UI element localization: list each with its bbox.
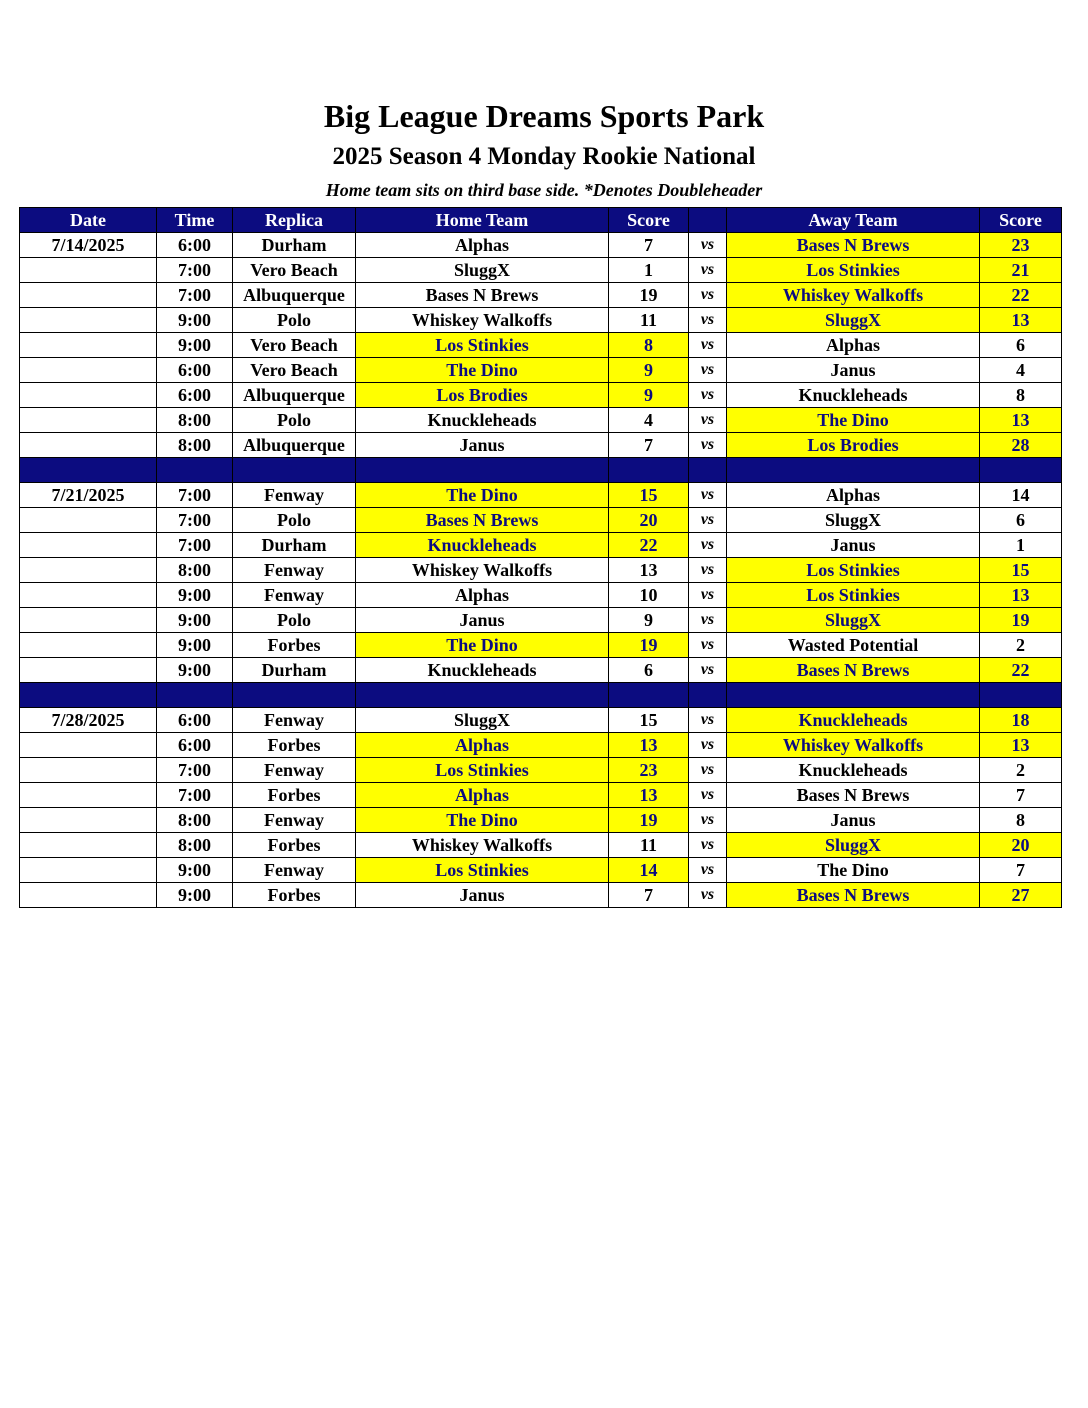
table-row xyxy=(20,558,1062,583)
date-cell xyxy=(20,783,157,808)
table-row xyxy=(20,408,1062,433)
replica-cell: Fenway xyxy=(233,708,356,733)
away-score-cell: 13 xyxy=(980,733,1062,758)
home-score-cell: 11 xyxy=(609,308,689,333)
table-row xyxy=(20,283,1062,308)
replica-cell: Durham xyxy=(233,658,356,683)
vs-cell: vs xyxy=(689,283,727,308)
replica-cell: Fenway xyxy=(233,858,356,883)
away-team-cell: Whiskey Walkoffs xyxy=(727,283,980,308)
time-cell: 8:00 xyxy=(157,558,233,583)
home-team-cell: Whiskey Walkoffs xyxy=(356,558,609,583)
time-cell: 7:00 xyxy=(157,758,233,783)
separator-cell xyxy=(20,683,157,708)
home-team-cell: SluggX xyxy=(356,708,609,733)
away-team-cell: Alphas xyxy=(727,483,980,508)
date-cell xyxy=(20,308,157,333)
away-team-cell: Bases N Brews xyxy=(727,783,980,808)
date-cell xyxy=(20,283,157,308)
away-team-cell: SluggX xyxy=(727,308,980,333)
date-cell xyxy=(20,333,157,358)
time-cell: 6:00 xyxy=(157,383,233,408)
away-score-cell: 15 xyxy=(980,558,1062,583)
away-team-cell: Knuckleheads xyxy=(727,708,980,733)
vs-cell: vs xyxy=(689,408,727,433)
vs-cell: vs xyxy=(689,658,727,683)
time-cell: 6:00 xyxy=(157,733,233,758)
replica-cell: Forbes xyxy=(233,833,356,858)
date-cell xyxy=(20,358,157,383)
home-score-cell: 7 xyxy=(609,883,689,908)
separator-cell xyxy=(356,458,609,483)
away-team-cell: Bases N Brews xyxy=(727,658,980,683)
separator-cell xyxy=(609,458,689,483)
separator-cell xyxy=(689,683,727,708)
time-cell: 6:00 xyxy=(157,358,233,383)
time-cell: 8:00 xyxy=(157,408,233,433)
column-header-time: Time xyxy=(157,208,233,233)
column-header-home-score: Score xyxy=(609,208,689,233)
home-team-cell: Alphas xyxy=(356,233,609,258)
date-cell xyxy=(20,733,157,758)
away-team-cell: Los Stinkies xyxy=(727,258,980,283)
away-team-cell: Bases N Brews xyxy=(727,233,980,258)
date-cell xyxy=(20,433,157,458)
replica-cell: Albuquerque xyxy=(233,383,356,408)
away-score-cell: 18 xyxy=(980,708,1062,733)
home-score-cell: 15 xyxy=(609,483,689,508)
home-team-cell: The Dino xyxy=(356,808,609,833)
separator-cell xyxy=(157,458,233,483)
away-team-cell: Los Brodies xyxy=(727,433,980,458)
table-row xyxy=(20,533,1062,558)
time-cell: 8:00 xyxy=(157,808,233,833)
replica-cell: Forbes xyxy=(233,633,356,658)
home-team-cell: The Dino xyxy=(356,483,609,508)
column-header-replica: Replica xyxy=(233,208,356,233)
home-score-cell: 15 xyxy=(609,708,689,733)
table-row xyxy=(20,583,1062,608)
home-team-cell: Whiskey Walkoffs xyxy=(356,833,609,858)
replica-cell: Polo xyxy=(233,308,356,333)
separator-cell xyxy=(233,683,356,708)
table-row xyxy=(20,833,1062,858)
time-cell: 6:00 xyxy=(157,708,233,733)
replica-cell: Vero Beach xyxy=(233,358,356,383)
date-cell: 7/14/2025 xyxy=(20,233,157,258)
home-score-cell: 19 xyxy=(609,808,689,833)
table-row xyxy=(20,258,1062,283)
home-score-cell: 22 xyxy=(609,533,689,558)
home-score-cell: 13 xyxy=(609,558,689,583)
away-score-cell: 6 xyxy=(980,333,1062,358)
schedule-table xyxy=(19,207,1062,908)
home-team-cell: The Dino xyxy=(356,633,609,658)
home-team-cell: Los Stinkies xyxy=(356,758,609,783)
home-score-cell: 6 xyxy=(609,658,689,683)
away-team-cell: The Dino xyxy=(727,858,980,883)
time-cell: 9:00 xyxy=(157,658,233,683)
date-cell xyxy=(20,608,157,633)
home-score-cell: 7 xyxy=(609,233,689,258)
week-separator-row xyxy=(20,458,1062,483)
home-team-cell: Knuckleheads xyxy=(356,533,609,558)
date-cell xyxy=(20,658,157,683)
date-cell xyxy=(20,858,157,883)
away-team-cell: Los Stinkies xyxy=(727,583,980,608)
table-row xyxy=(20,808,1062,833)
table-row xyxy=(20,483,1062,508)
page-subtitle: 2025 Season 4 Monday Rookie National xyxy=(332,143,756,170)
replica-cell: Fenway xyxy=(233,808,356,833)
time-cell: 6:00 xyxy=(157,233,233,258)
away-score-cell: 8 xyxy=(980,808,1062,833)
separator-cell xyxy=(689,458,727,483)
away-team-cell: Whiskey Walkoffs xyxy=(727,733,980,758)
date-cell xyxy=(20,808,157,833)
away-team-cell: Bases N Brews xyxy=(727,883,980,908)
table-row xyxy=(20,358,1062,383)
time-cell: 9:00 xyxy=(157,633,233,658)
home-score-cell: 23 xyxy=(609,758,689,783)
table-row xyxy=(20,308,1062,333)
header-row xyxy=(20,208,1062,233)
vs-cell: vs xyxy=(689,608,727,633)
home-score-cell: 8 xyxy=(609,333,689,358)
time-cell: 9:00 xyxy=(157,308,233,333)
home-team-cell: Janus xyxy=(356,433,609,458)
home-score-cell: 11 xyxy=(609,833,689,858)
separator-cell xyxy=(980,683,1062,708)
time-cell: 8:00 xyxy=(157,433,233,458)
home-team-cell: Alphas xyxy=(356,733,609,758)
date-cell xyxy=(20,258,157,283)
date-cell xyxy=(20,408,157,433)
home-score-cell: 9 xyxy=(609,608,689,633)
home-team-cell: Bases N Brews xyxy=(356,283,609,308)
column-header-vs xyxy=(689,208,727,233)
vs-cell: vs xyxy=(689,358,727,383)
home-score-cell: 13 xyxy=(609,733,689,758)
home-score-cell: 19 xyxy=(609,633,689,658)
vs-cell: vs xyxy=(689,558,727,583)
date-cell xyxy=(20,758,157,783)
away-score-cell: 6 xyxy=(980,508,1062,533)
home-score-cell: 1 xyxy=(609,258,689,283)
schedule-body xyxy=(20,233,1062,908)
away-team-cell: Los Stinkies xyxy=(727,558,980,583)
home-score-cell: 9 xyxy=(609,383,689,408)
time-cell: 7:00 xyxy=(157,258,233,283)
vs-cell: vs xyxy=(689,758,727,783)
home-score-cell: 7 xyxy=(609,433,689,458)
date-cell xyxy=(20,383,157,408)
home-team-cell: Alphas xyxy=(356,583,609,608)
time-cell: 8:00 xyxy=(157,833,233,858)
vs-cell: vs xyxy=(689,383,727,408)
vs-cell: vs xyxy=(689,833,727,858)
away-team-cell: Janus xyxy=(727,808,980,833)
home-score-cell: 13 xyxy=(609,783,689,808)
away-score-cell: 2 xyxy=(980,758,1062,783)
date-cell xyxy=(20,883,157,908)
table-row xyxy=(20,633,1062,658)
away-team-cell: Janus xyxy=(727,358,980,383)
home-team-cell: SluggX xyxy=(356,258,609,283)
table-row xyxy=(20,433,1062,458)
home-score-cell: 19 xyxy=(609,283,689,308)
replica-cell: Durham xyxy=(233,233,356,258)
replica-cell: Polo xyxy=(233,608,356,633)
home-score-cell: 14 xyxy=(609,858,689,883)
replica-cell: Albuquerque xyxy=(233,283,356,308)
page-title: Big League Dreams Sports Park xyxy=(323,98,765,134)
vs-cell: vs xyxy=(689,258,727,283)
home-score-cell: 20 xyxy=(609,508,689,533)
home-team-cell: The Dino xyxy=(356,358,609,383)
away-score-cell: 27 xyxy=(980,883,1062,908)
vs-cell: vs xyxy=(689,533,727,558)
date-cell xyxy=(20,533,157,558)
away-score-cell: 7 xyxy=(980,858,1062,883)
vs-cell: vs xyxy=(689,333,727,358)
vs-cell: vs xyxy=(689,808,727,833)
replica-cell: Forbes xyxy=(233,783,356,808)
home-team-cell: Los Brodies xyxy=(356,383,609,408)
home-team-cell: Knuckleheads xyxy=(356,658,609,683)
vs-cell: vs xyxy=(689,733,727,758)
date-cell xyxy=(20,833,157,858)
away-team-cell: Janus xyxy=(727,533,980,558)
date-cell xyxy=(20,558,157,583)
column-header-date: Date xyxy=(20,208,157,233)
table-row xyxy=(20,783,1062,808)
home-team-cell: Whiskey Walkoffs xyxy=(356,308,609,333)
home-team-cell: Janus xyxy=(356,883,609,908)
replica-cell: Polo xyxy=(233,408,356,433)
away-score-cell: 13 xyxy=(980,408,1062,433)
table-row xyxy=(20,658,1062,683)
column-header-away-team: Away Team xyxy=(727,208,980,233)
table-row xyxy=(20,758,1062,783)
separator-cell xyxy=(20,458,157,483)
home-team-cell: Alphas xyxy=(356,783,609,808)
table-row xyxy=(20,883,1062,908)
replica-cell: Fenway xyxy=(233,558,356,583)
vs-cell: vs xyxy=(689,708,727,733)
away-score-cell: 1 xyxy=(980,533,1062,558)
table-row xyxy=(20,708,1062,733)
replica-cell: Albuquerque xyxy=(233,433,356,458)
vs-cell: vs xyxy=(689,508,727,533)
replica-cell: Forbes xyxy=(233,883,356,908)
replica-cell: Polo xyxy=(233,508,356,533)
column-header-home-team: Home Team xyxy=(356,208,609,233)
separator-cell xyxy=(727,683,980,708)
away-team-cell: Knuckleheads xyxy=(727,383,980,408)
replica-cell: Vero Beach xyxy=(233,258,356,283)
home-team-cell: Janus xyxy=(356,608,609,633)
vs-cell: vs xyxy=(689,233,727,258)
away-score-cell: 8 xyxy=(980,383,1062,408)
table-row xyxy=(20,383,1062,408)
home-team-cell: Bases N Brews xyxy=(356,508,609,533)
table-row xyxy=(20,608,1062,633)
away-score-cell: 21 xyxy=(980,258,1062,283)
away-score-cell: 4 xyxy=(980,358,1062,383)
table-row xyxy=(20,508,1062,533)
away-score-cell: 7 xyxy=(980,783,1062,808)
time-cell: 9:00 xyxy=(157,608,233,633)
table-row xyxy=(20,233,1062,258)
away-team-cell: Knuckleheads xyxy=(727,758,980,783)
separator-cell xyxy=(727,458,980,483)
home-team-cell: Knuckleheads xyxy=(356,408,609,433)
away-team-cell: SluggX xyxy=(727,608,980,633)
separator-cell xyxy=(157,683,233,708)
separator-cell xyxy=(980,458,1062,483)
away-score-cell: 23 xyxy=(980,233,1062,258)
table-row xyxy=(20,858,1062,883)
column-header-away-score: Score xyxy=(980,208,1062,233)
separator-cell xyxy=(233,458,356,483)
time-cell: 7:00 xyxy=(157,483,233,508)
separator-cell xyxy=(356,683,609,708)
away-score-cell: 13 xyxy=(980,308,1062,333)
away-score-cell: 19 xyxy=(980,608,1062,633)
separator-cell xyxy=(609,683,689,708)
home-score-cell: 9 xyxy=(609,358,689,383)
home-score-cell: 4 xyxy=(609,408,689,433)
replica-cell: Vero Beach xyxy=(233,333,356,358)
table-row xyxy=(20,333,1062,358)
date-cell: 7/21/2025 xyxy=(20,483,157,508)
time-cell: 7:00 xyxy=(157,533,233,558)
away-score-cell: 20 xyxy=(980,833,1062,858)
replica-cell: Forbes xyxy=(233,733,356,758)
page-note: Home team sits on third base side. *Denotes Doubleheader xyxy=(325,180,763,200)
away-team-cell: The Dino xyxy=(727,408,980,433)
replica-cell: Fenway xyxy=(233,758,356,783)
vs-cell: vs xyxy=(689,783,727,808)
away-score-cell: 22 xyxy=(980,658,1062,683)
vs-cell: vs xyxy=(689,858,727,883)
replica-cell: Durham xyxy=(233,533,356,558)
away-team-cell: Alphas xyxy=(727,333,980,358)
date-cell xyxy=(20,583,157,608)
time-cell: 9:00 xyxy=(157,583,233,608)
away-score-cell: 22 xyxy=(980,283,1062,308)
away-team-cell: SluggX xyxy=(727,833,980,858)
table-row xyxy=(20,733,1062,758)
home-score-cell: 10 xyxy=(609,583,689,608)
away-score-cell: 28 xyxy=(980,433,1062,458)
home-team-cell: Los Stinkies xyxy=(356,333,609,358)
away-team-cell: Wasted Potential xyxy=(727,633,980,658)
time-cell: 9:00 xyxy=(157,883,233,908)
time-cell: 9:00 xyxy=(157,858,233,883)
time-cell: 9:00 xyxy=(157,333,233,358)
away-team-cell: SluggX xyxy=(727,508,980,533)
vs-cell: vs xyxy=(689,883,727,908)
away-score-cell: 14 xyxy=(980,483,1062,508)
date-cell xyxy=(20,633,157,658)
week-separator-row xyxy=(20,683,1062,708)
vs-cell: vs xyxy=(689,308,727,333)
time-cell: 7:00 xyxy=(157,283,233,308)
away-score-cell: 13 xyxy=(980,583,1062,608)
replica-cell: Fenway xyxy=(233,583,356,608)
vs-cell: vs xyxy=(689,633,727,658)
date-cell: 7/28/2025 xyxy=(20,708,157,733)
vs-cell: vs xyxy=(689,583,727,608)
home-team-cell: Los Stinkies xyxy=(356,858,609,883)
time-cell: 7:00 xyxy=(157,508,233,533)
vs-cell: vs xyxy=(689,483,727,508)
vs-cell: vs xyxy=(689,433,727,458)
date-cell xyxy=(20,508,157,533)
replica-cell: Fenway xyxy=(233,483,356,508)
away-score-cell: 2 xyxy=(980,633,1062,658)
time-cell: 7:00 xyxy=(157,783,233,808)
